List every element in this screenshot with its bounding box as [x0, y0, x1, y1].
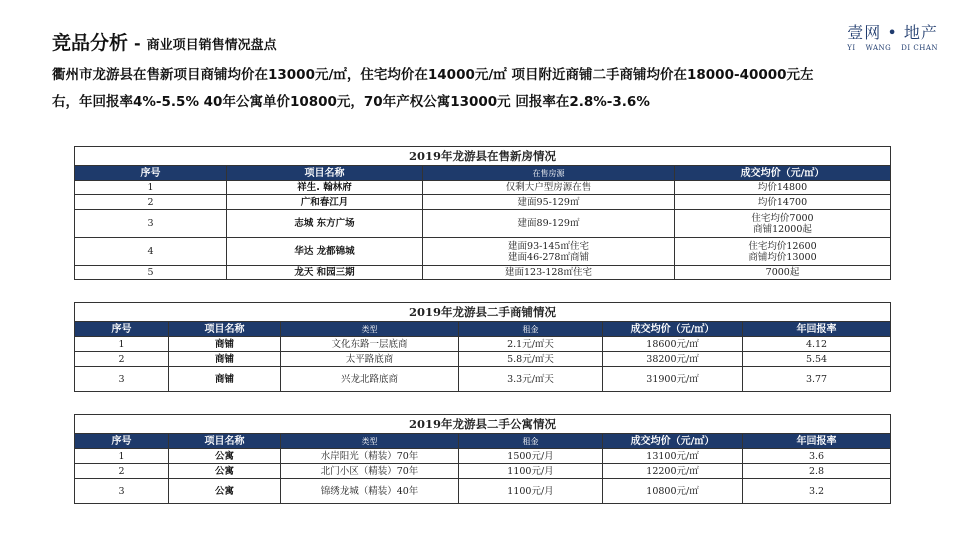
column-header: 成交均价（元/㎡） [603, 434, 743, 449]
price-cell-line: 均价14800 [757, 182, 808, 193]
price-cell: 10800元/㎡ [603, 479, 743, 504]
page-header [52, 28, 277, 55]
page-title: 竞品分析 [52, 32, 129, 54]
price-cell: 12200元/㎡ [603, 464, 743, 479]
title-separator: - [134, 34, 141, 53]
return-rate-cell: 3.2 [743, 479, 891, 504]
row-number: 3 [75, 479, 169, 504]
column-header: 序号 [75, 166, 227, 181]
listing-cell [423, 195, 675, 210]
table-row [75, 464, 891, 479]
price-cell-line: 住宅均价7000 [751, 212, 814, 224]
listing-cell-line: 建面93-145㎡住宅 [508, 240, 589, 252]
summary-line-2: 右，年回报率4%-5.5% 40年公寓单价10800元，70年产权公寓13000元 回报率在2.8%-3.6% [52, 94, 650, 110]
rent-cell: 3.3元/㎡天 [459, 367, 603, 392]
row-number: 4 [75, 238, 227, 266]
row-number: 2 [75, 195, 227, 210]
table-row [75, 479, 891, 504]
return-rate-cell: 4.12 [743, 337, 891, 352]
column-header: 年回报率 [743, 322, 891, 337]
listing-cell [423, 181, 675, 195]
return-rate-cell: 5.54 [743, 352, 891, 367]
type-cell: 太平路底商 [281, 352, 459, 367]
table-row [75, 352, 891, 367]
rent-cell: 1100元/月 [459, 464, 603, 479]
column-header: 在售房源 [423, 166, 675, 181]
rent-cell: 5.8元/㎡天 [459, 352, 603, 367]
table-row [75, 266, 891, 280]
listing-cell-line: 建面123-128㎡住宅 [505, 267, 592, 278]
project-name: 龙天 和园三期 [227, 266, 423, 280]
row-number: 1 [75, 181, 227, 195]
price-cell [675, 181, 891, 195]
column-header: 序号 [75, 434, 169, 449]
table-caption: 2019年龙游县在售新房情况 [75, 147, 891, 166]
price-cell [675, 210, 891, 238]
logo-chinese-text: 壹网 • 地产 [847, 23, 938, 42]
column-header: 序号 [75, 322, 169, 337]
summary-line-1: 衢州市龙游县在售新项目商铺均价在13000元/㎡，住宅均价在14000元/㎡ 项目附近商铺二手商铺均价在18000-40000元左 [52, 67, 814, 83]
table-caption: 2019年龙游县二手商铺情况 [75, 303, 891, 322]
price-cell [675, 266, 891, 280]
page-subtitle: 商业项目销售情况盘点 [146, 38, 277, 53]
project-name: 公寓 [169, 479, 281, 504]
price-cell-line: 7000起 [765, 267, 800, 278]
rent-cell: 1100元/月 [459, 479, 603, 504]
project-name: 公寓 [169, 449, 281, 464]
logo-pinyin-1: YI [847, 44, 856, 52]
table-row [75, 195, 891, 210]
price-cell-line: 商铺均价13000 [748, 251, 817, 263]
return-rate-cell: 3.6 [743, 449, 891, 464]
rent-cell: 2.1元/㎡天 [459, 337, 603, 352]
logo-pinyin-2: WANG [865, 44, 892, 52]
column-header: 项目名称 [169, 434, 281, 449]
row-number: 1 [75, 337, 169, 352]
type-cell: 兴龙北路底商 [281, 367, 459, 392]
column-header: 租金 [459, 322, 603, 337]
rent-cell: 1500元/月 [459, 449, 603, 464]
return-rate-cell: 2.8 [743, 464, 891, 479]
row-number: 5 [75, 266, 227, 280]
table-row [75, 337, 891, 352]
price-cell [675, 195, 891, 210]
project-name: 志城 东方广场 [227, 210, 423, 238]
listing-cell [423, 210, 675, 238]
row-number: 3 [75, 367, 169, 392]
column-header: 项目名称 [227, 166, 423, 181]
type-cell: 锦绣龙城（精装）40年 [281, 479, 459, 504]
table-row [75, 367, 891, 392]
price-cell-line: 均价14700 [757, 196, 808, 208]
column-header: 成交均价（元/㎡） [603, 322, 743, 337]
price-cell: 31900元/㎡ [603, 367, 743, 392]
price-cell: 13100元/㎡ [603, 449, 743, 464]
table-row [75, 181, 891, 195]
column-header: 类型 [281, 434, 459, 449]
table-row [75, 449, 891, 464]
column-header: 租金 [459, 434, 603, 449]
listing-cell-line: 建面95-129㎡ [517, 196, 580, 208]
logo-pinyin [847, 44, 938, 52]
table-row [75, 238, 891, 266]
listing-cell-line: 仅剩大户型房源在售 [505, 182, 592, 193]
row-number: 1 [75, 449, 169, 464]
return-rate-cell: 3.77 [743, 367, 891, 392]
row-number: 3 [75, 210, 227, 238]
type-cell: 北门小区（精装）70年 [281, 464, 459, 479]
brand-logo [847, 20, 938, 52]
price-cell: 38200元/㎡ [603, 352, 743, 367]
table-caption: 2019年龙游县二手公寓情况 [75, 415, 891, 434]
listing-cell-line: 建面46-278㎡商铺 [508, 251, 589, 263]
new-housing-table [74, 146, 891, 280]
logo-pinyin-3: DI CHAN [901, 44, 938, 52]
project-name: 商铺 [169, 352, 281, 367]
secondhand-shop-table [74, 302, 891, 392]
column-header: 年回报率 [743, 434, 891, 449]
table-row [75, 210, 891, 238]
project-name: 公寓 [169, 464, 281, 479]
listing-cell [423, 266, 675, 280]
price-cell: 18600元/㎡ [603, 337, 743, 352]
project-name: 华达 龙都锦城 [227, 238, 423, 266]
type-cell: 文化东路一层底商 [281, 337, 459, 352]
project-name: 商铺 [169, 367, 281, 392]
project-name: 商铺 [169, 337, 281, 352]
project-name: 广和春江月 [227, 195, 423, 210]
column-header: 类型 [281, 322, 459, 337]
secondhand-apartment-table [74, 414, 891, 504]
row-number: 2 [75, 352, 169, 367]
column-header: 项目名称 [169, 322, 281, 337]
price-cell-line: 住宅均价12600 [748, 240, 817, 252]
column-header: 成交均价（元/㎡） [675, 166, 891, 181]
price-cell [675, 238, 891, 266]
project-name: 祥生. 翰林府 [227, 181, 423, 195]
summary-text [52, 62, 912, 116]
row-number: 2 [75, 464, 169, 479]
type-cell: 水岸阳光（精装）70年 [281, 449, 459, 464]
price-cell-line: 商铺12000起 [753, 223, 812, 235]
listing-cell [423, 238, 675, 266]
listing-cell-line: 建面89-129㎡ [517, 218, 580, 229]
